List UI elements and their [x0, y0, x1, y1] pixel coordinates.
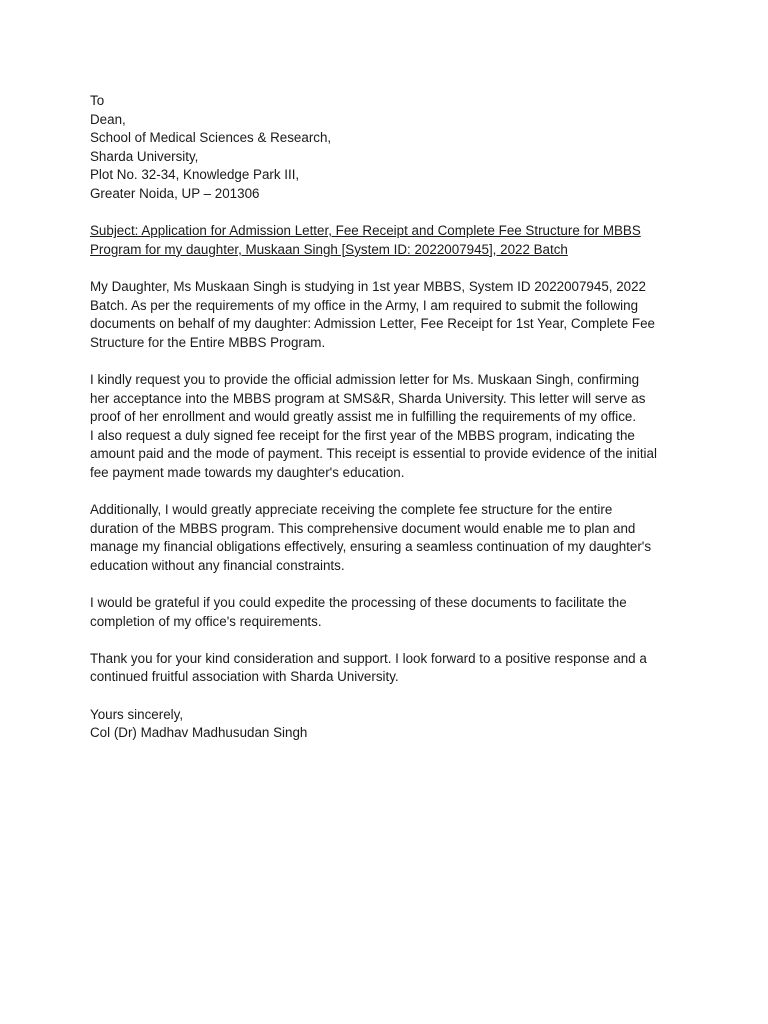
- subject-line: [90, 222, 690, 259]
- paragraph-line: Thank you for your kind consideration and support. I look forward to a positive response and a: [90, 650, 647, 666]
- recipient-address: [90, 92, 690, 204]
- paragraph-line: completion of my office's requirements.: [90, 613, 322, 629]
- address-line: To: [90, 93, 105, 108]
- paragraph-line: I kindly request you to provide the official admission letter for Ms. Muskaan Singh, confirming: [90, 371, 640, 387]
- paragraph-line: fee payment made towards my daughter's education.: [90, 464, 405, 480]
- paragraph-intro: [90, 278, 690, 352]
- paragraph-line: amount paid and the mode of payment. This receipt is essential to provide evidence of the initial: [90, 446, 657, 462]
- spacer: [90, 352, 690, 371]
- paragraph-line: Structure for the Entire MBBS Program.: [90, 334, 326, 350]
- spacer: [90, 631, 690, 650]
- spacer: [90, 687, 690, 706]
- paragraph-line: manage my financial obligations effectively, ensuring a seamless continuation of my daughter's: [90, 539, 652, 555]
- paragraph-fee-structure: [90, 501, 690, 575]
- subject-text: Subject: Application for Admission Letter, Fee Receipt and Complete Fee Structure for MBBS: [90, 223, 641, 239]
- paragraph-line: I would be grateful if you could expedite the processing of these documents to facilitate the: [90, 595, 627, 611]
- spacer: [90, 575, 690, 594]
- paragraph-line: I also request a duly signed fee receipt for the first year of the MBBS program, indicating the: [90, 427, 635, 443]
- paragraph-line: education without any financial constraints.: [90, 557, 345, 573]
- letter-closing: [90, 706, 690, 743]
- paragraph-line: proof of her enrollment and would greatly assist me in fulfilling the requirements of my office.: [90, 409, 637, 425]
- paragraph-line: duration of the MBBS program. This comprehensive document would enable me to plan and: [90, 520, 636, 536]
- paragraph-line: documents on behalf of my daughter: Admission Letter, Fee Receipt for 1st Year, Complete Fee: [90, 316, 655, 332]
- address-line: Sharda University,: [90, 148, 199, 164]
- address-line: Greater Noida, UP – 201306: [90, 185, 260, 201]
- spacer: [90, 482, 690, 501]
- paragraph-line: her acceptance into the MBBS program at SMS&R, Sharda University. This letter will serve as: [90, 390, 646, 406]
- paragraph-line: Additionally, I would greatly appreciate receiving the complete fee structure for the entire: [90, 502, 613, 518]
- paragraph-request: [90, 371, 690, 483]
- paragraph-line: My Daughter, Ms Muskaan Singh is studying in 1st year MBBS, System ID 2022007945, 2022: [90, 278, 646, 294]
- address-line: Plot No. 32-34, Knowledge Park III,: [90, 167, 300, 183]
- subject-text: Program for my daughter, Muskaan Singh [System ID: 2022007945], 2022 Batch: [90, 241, 568, 257]
- address-line: School of Medical Sciences & Research,: [90, 130, 332, 146]
- letter-document: [90, 92, 690, 743]
- paragraph-expedite: [90, 594, 690, 631]
- signatory-name: Col (Dr) Madhav Madhusudan Singh: [90, 725, 308, 741]
- salutation: Yours sincerely,: [90, 706, 184, 722]
- spacer: [90, 259, 690, 278]
- paragraph-line: Batch. As per the requirements of my office in the Army, I am required to submit the following: [90, 297, 639, 313]
- spacer: [90, 204, 690, 223]
- address-line: Dean,: [90, 111, 126, 127]
- paragraph-line: continued fruitful association with Sharda University.: [90, 669, 399, 685]
- paragraph-thanks: [90, 650, 690, 687]
